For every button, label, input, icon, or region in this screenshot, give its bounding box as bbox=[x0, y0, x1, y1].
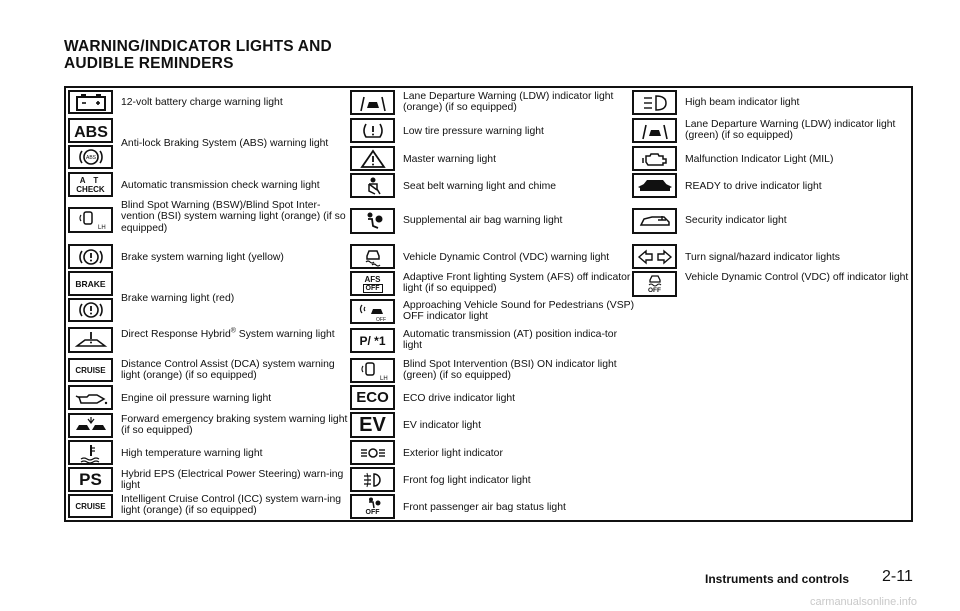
cruise-icon-label: CRUISE bbox=[75, 365, 106, 375]
row-bsw bbox=[68, 198, 353, 243]
blind-spot-icon bbox=[350, 358, 395, 383]
cruise-icon-label: CRUISE bbox=[75, 501, 106, 511]
row-vdc-off bbox=[632, 270, 912, 298]
row-ldw-green bbox=[632, 117, 912, 145]
indicator-table bbox=[64, 86, 913, 522]
seat-belt-icon bbox=[350, 173, 395, 198]
row-abs bbox=[68, 116, 353, 171]
row-high-temp bbox=[68, 439, 353, 466]
vdc-off-label: OFF bbox=[648, 286, 661, 294]
label-seat-belt: Seat belt warning light and chime bbox=[403, 181, 557, 192]
row-at-check bbox=[68, 171, 353, 198]
label-master-warning: Master warning light bbox=[403, 154, 496, 165]
row-icc bbox=[68, 493, 353, 520]
brake-circle-icon bbox=[68, 244, 113, 269]
footer-page-number: 2-11 bbox=[882, 568, 913, 585]
row-airbag bbox=[350, 199, 634, 243]
svg-text:OFF: OFF bbox=[375, 316, 386, 322]
row-hybrid-system bbox=[68, 324, 353, 356]
label-eco: ECO drive indicator light bbox=[403, 393, 516, 404]
airbag-icon bbox=[350, 208, 395, 234]
row-afs-off bbox=[350, 270, 634, 297]
oil-can-icon bbox=[68, 385, 113, 410]
brake-text-icon bbox=[68, 271, 113, 296]
security-car-icon bbox=[632, 208, 677, 234]
row-tire-pressure bbox=[350, 117, 634, 145]
forward-collision-icon bbox=[68, 413, 113, 438]
row-seat-belt bbox=[350, 172, 634, 199]
temperature-icon bbox=[68, 440, 113, 465]
lane-departure-icon bbox=[632, 118, 677, 143]
row-mil bbox=[632, 145, 912, 172]
page-title-line-1: WARNING/INDICATOR LIGHTS AND bbox=[64, 38, 332, 55]
vdc-icon bbox=[350, 244, 395, 269]
label-passenger-airbag: Front passenger air bag status light bbox=[403, 502, 566, 513]
row-vsp-off bbox=[350, 297, 634, 325]
label-at-position: Automatic transmission (AT) position indica-tor light bbox=[403, 329, 618, 352]
label-icc: Intelligent Cruise Control (ICC) system warn-ing light (orange) (if so equipped) bbox=[121, 494, 342, 517]
master-warning-icon bbox=[350, 146, 395, 171]
label-bsi-on: Blind Spot Intervention (BSI) ON indicator light (green) (if so equipped) bbox=[403, 359, 617, 382]
engine-icon bbox=[632, 146, 677, 171]
row-eco bbox=[350, 384, 634, 411]
at-position-icon bbox=[350, 328, 395, 353]
row-battery bbox=[68, 88, 353, 116]
afs-off-icon-line1: AFS bbox=[364, 274, 381, 284]
passenger-airbag-icon bbox=[350, 494, 395, 519]
svg-text:LH: LH bbox=[379, 375, 388, 382]
label-ev: EV indicator light bbox=[403, 420, 481, 431]
hybrid-system-icon bbox=[68, 327, 113, 353]
label-ldw-green: Lane Departure Warning (LDW) indicator light (green) (if so equipped) bbox=[685, 119, 896, 142]
label-brake-red: Brake warning light (red) bbox=[121, 293, 235, 304]
passenger-airbag-off-label: OFF bbox=[365, 508, 380, 516]
label-hybrid-system-a: Direct Response Hybrid bbox=[121, 329, 231, 340]
label-at-check: Automatic transmission check warning light bbox=[121, 180, 320, 191]
row-ready bbox=[632, 172, 912, 199]
label-battery: 12-volt battery charge warning light bbox=[121, 97, 283, 108]
label-vsp-off: Approaching Vehicle Sound for Pedestrians (VSP) OFF indicator light bbox=[403, 300, 635, 323]
label-airbag: Supplemental air bag warning light bbox=[403, 215, 563, 226]
row-fog-light bbox=[350, 466, 634, 493]
label-hybrid-system-b: System warning light bbox=[235, 329, 335, 340]
blind-spot-icon bbox=[68, 207, 113, 233]
row-at-position bbox=[350, 325, 634, 356]
svg-text:ABS: ABS bbox=[85, 155, 96, 161]
row-vdc bbox=[350, 243, 634, 270]
footer-section-name: Instruments and controls bbox=[705, 572, 850, 586]
eco-icon-label: ECO bbox=[356, 389, 389, 406]
watermark: carmanualsonline.info bbox=[810, 596, 918, 608]
ps-icon bbox=[68, 467, 113, 492]
row-ldw-orange bbox=[350, 88, 634, 117]
label-dca: Distance Control Assist (DCA) system warning light (orange) (if so equipped) bbox=[121, 359, 335, 382]
label-afs-off: Adaptive Front lighting System (AFS) off indicator light (if so equipped) bbox=[403, 272, 631, 295]
vdc-off-icon bbox=[632, 271, 677, 297]
tire-pressure-icon bbox=[350, 118, 395, 143]
at-check-icon-line1: A T bbox=[79, 175, 102, 185]
svg-text:LH: LH bbox=[97, 225, 106, 231]
vsp-off-icon bbox=[350, 299, 395, 324]
row-eps bbox=[68, 466, 353, 493]
lane-departure-icon bbox=[350, 90, 395, 115]
label-vdc-off: Vehicle Dynamic Control (VDC) off indicator light bbox=[685, 272, 909, 283]
row-dca bbox=[68, 356, 353, 384]
row-feb bbox=[68, 411, 353, 439]
afs-off-icon bbox=[350, 271, 395, 296]
fog-light-icon bbox=[350, 467, 395, 492]
registered-mark: ® bbox=[230, 327, 236, 335]
row-exterior-light bbox=[350, 439, 634, 466]
brake-text-icon-label: BRAKE bbox=[75, 278, 106, 289]
turn-signal-icon bbox=[632, 244, 677, 269]
row-master-warning bbox=[350, 145, 634, 172]
ps-icon-label: PS bbox=[79, 469, 102, 489]
row-brake-red bbox=[68, 270, 353, 324]
row-bsi-on bbox=[350, 356, 634, 384]
at-position-icon-label: P/ *1 bbox=[359, 333, 386, 348]
label-ready: READY to drive indicator light bbox=[685, 181, 822, 192]
label-tire-pressure: Low tire pressure warning light bbox=[403, 126, 544, 137]
cruise-icon bbox=[68, 494, 113, 518]
row-brake-system bbox=[68, 243, 353, 270]
battery-icon bbox=[68, 90, 113, 114]
ev-icon-label: EV bbox=[359, 413, 386, 436]
label-exterior-light: Exterior light indicator bbox=[403, 448, 503, 459]
abs-circle-icon bbox=[68, 145, 113, 169]
label-brake-system: Brake system warning light (yellow) bbox=[121, 252, 284, 263]
row-turn-signal bbox=[632, 243, 912, 270]
brake-circle-icon bbox=[68, 298, 113, 322]
page-title-line-2: AUDIBLE REMINDERS bbox=[64, 55, 234, 72]
at-check-icon bbox=[68, 172, 113, 197]
label-security: Security indicator light bbox=[685, 215, 787, 226]
label-high-temp: High temperature warning light bbox=[121, 448, 263, 459]
exterior-light-icon bbox=[350, 440, 395, 465]
cruise-icon bbox=[68, 358, 113, 382]
label-oil: Engine oil pressure warning light bbox=[121, 393, 272, 404]
row-passenger-airbag bbox=[350, 493, 634, 520]
ev-icon bbox=[350, 412, 395, 438]
eco-icon bbox=[350, 385, 395, 410]
at-check-icon-line2: CHECK bbox=[76, 184, 105, 194]
label-fog-light: Front fog light indicator light bbox=[403, 475, 531, 486]
label-eps: Hybrid EPS (Electrical Power Steering) warn-ing light bbox=[121, 469, 344, 492]
afs-off-icon-line2: OFF bbox=[363, 284, 383, 293]
label-turn-signal: Turn signal/hazard indicator lights bbox=[685, 252, 840, 263]
page-title bbox=[64, 38, 332, 72]
svg-text:ABS: ABS bbox=[73, 123, 108, 141]
high-beam-icon bbox=[632, 90, 677, 115]
label-mil: Malfunction Indicator Light (MIL) bbox=[685, 154, 834, 165]
row-oil bbox=[68, 384, 353, 411]
row-high-beam bbox=[632, 88, 912, 117]
row-ev bbox=[350, 411, 634, 439]
label-hybrid-system bbox=[121, 329, 353, 340]
abs-icon bbox=[68, 118, 113, 143]
label-feb: Forward emergency braking system warning light (if so equipped) bbox=[121, 414, 348, 437]
label-ldw-orange: Lane Departure Warning (LDW) indicator light (orange) (if so equipped) bbox=[403, 91, 614, 114]
label-bsw: Blind Spot Warning (BSW)/Blind Spot Inter-vention (BSI) system warning light (orange) (if so equipped) bbox=[121, 200, 346, 234]
label-abs: Anti-lock Braking System (ABS) warning light bbox=[121, 138, 329, 149]
ready-icon bbox=[632, 173, 677, 198]
label-high-beam: High beam indicator light bbox=[685, 97, 800, 108]
label-vdc: Vehicle Dynamic Control (VDC) warning light bbox=[403, 252, 610, 263]
row-security bbox=[632, 199, 912, 243]
